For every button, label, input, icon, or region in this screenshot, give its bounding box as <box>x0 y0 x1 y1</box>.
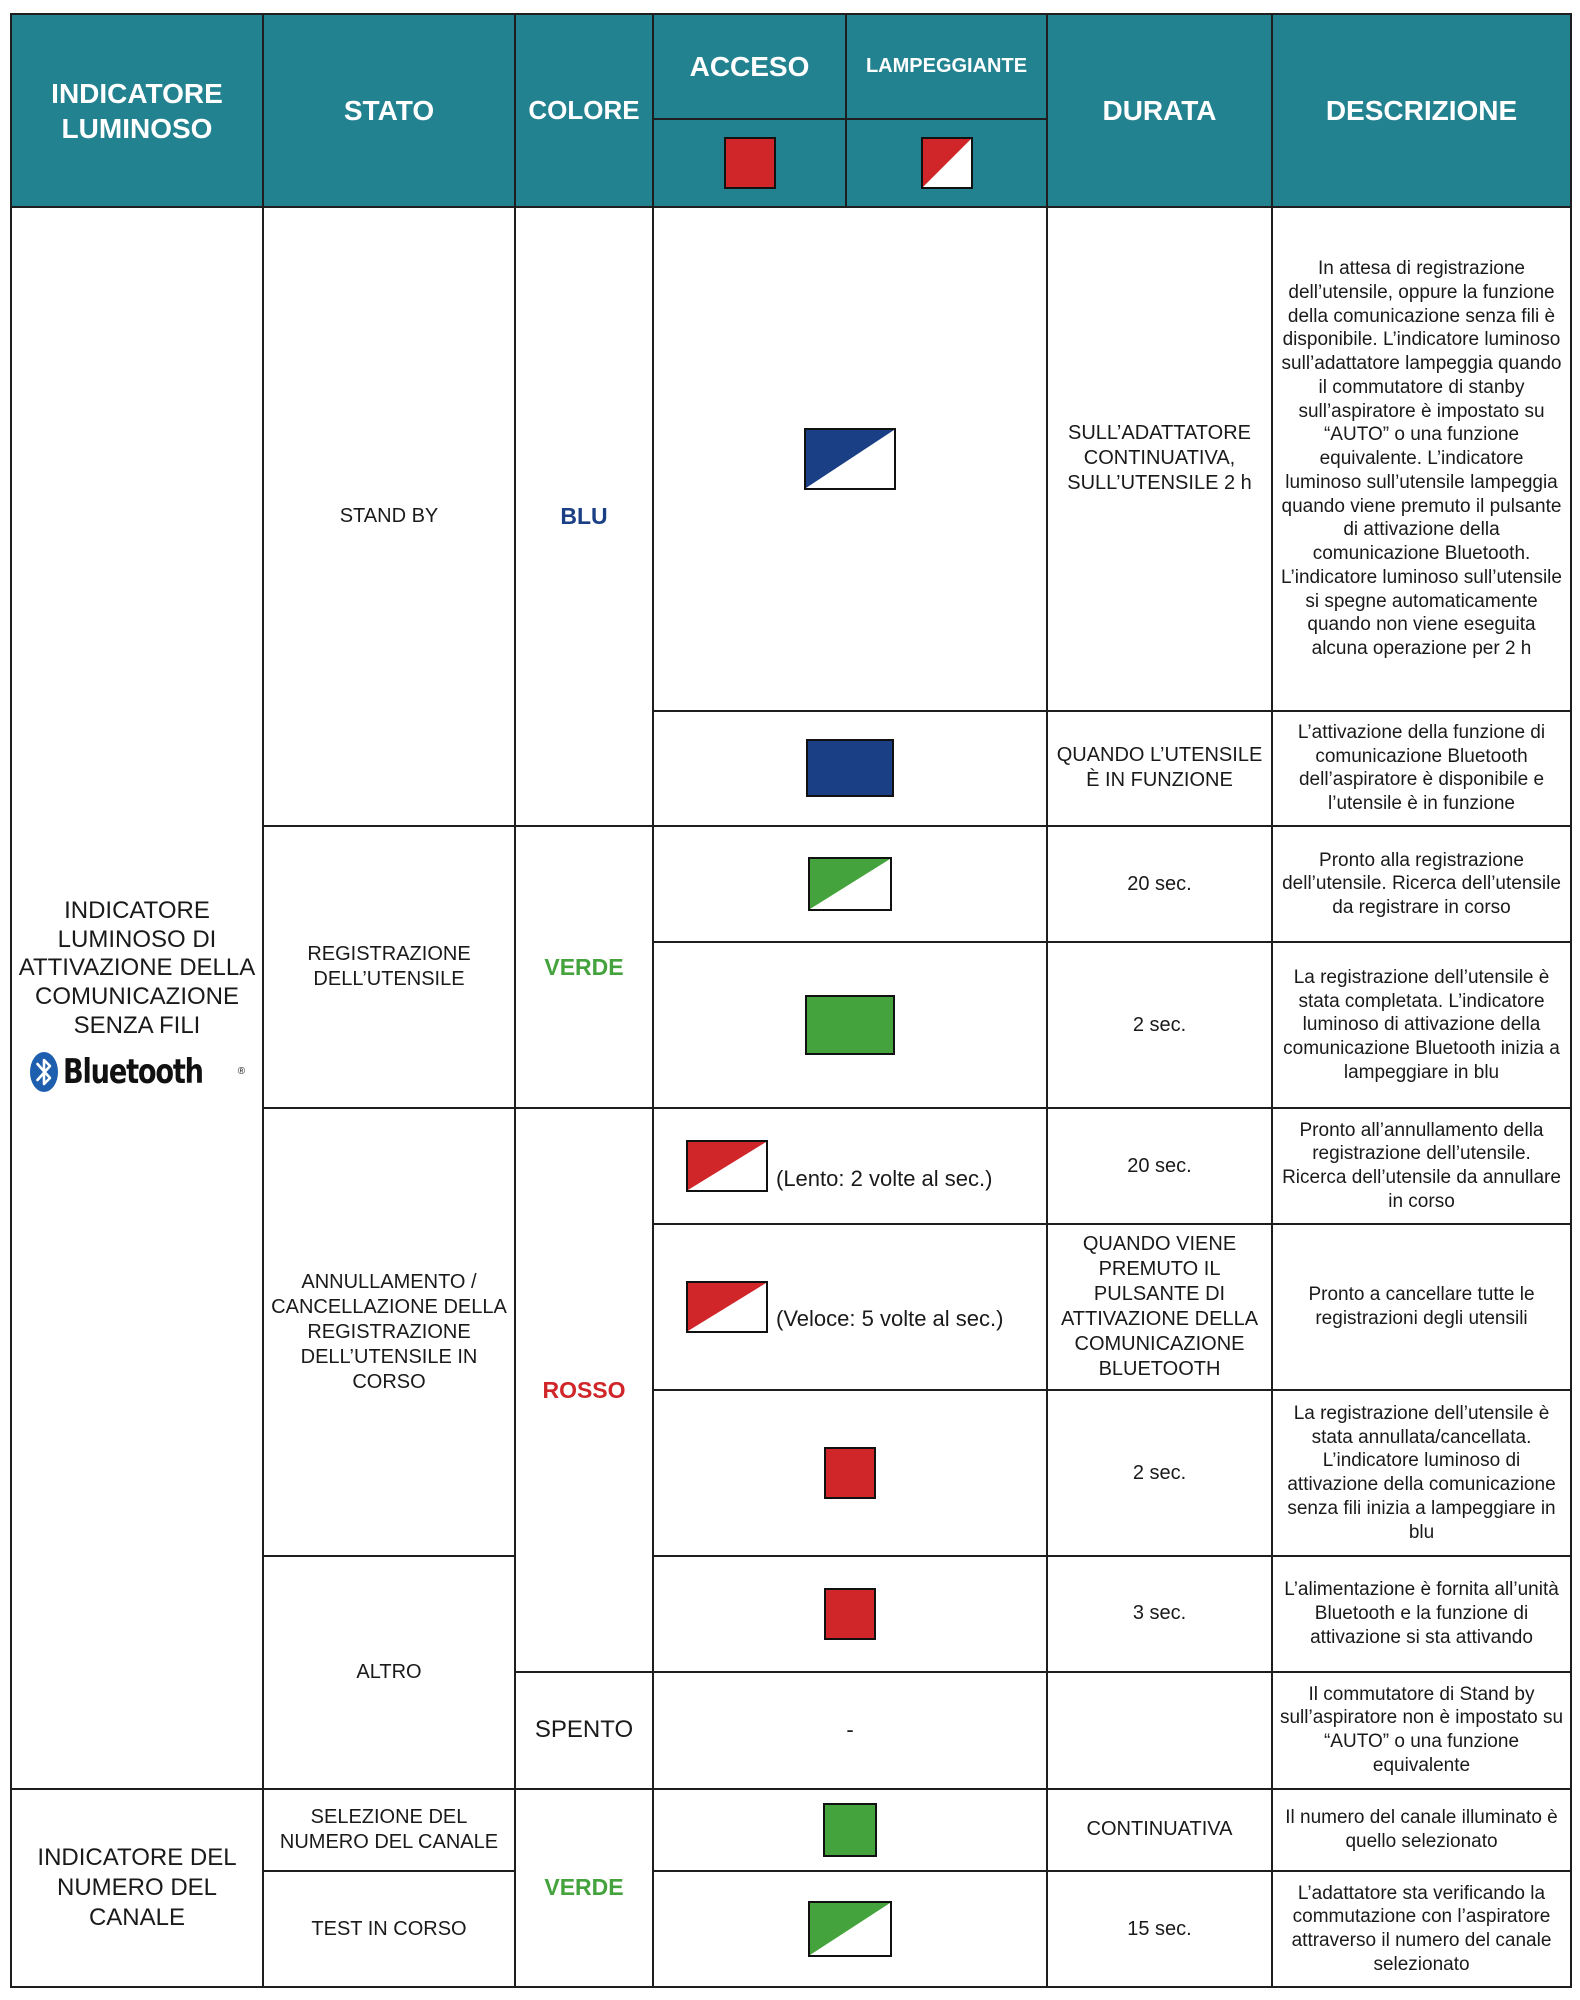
state-registration: REGISTRAZIONE DELL’UTENSILE <box>263 826 515 1108</box>
duration-cell <box>1047 1672 1272 1789</box>
bluetooth-wordmark: Bluetooth <box>62 1051 203 1092</box>
color-green-label: VERDE <box>515 1789 653 1987</box>
icon-cell <box>653 1108 1047 1224</box>
duration-cell: 2 sec. <box>1047 942 1272 1108</box>
header-color: COLORE <box>515 14 653 207</box>
duration-cell: SULL’ADATTATORE CONTINUATIVA, SULL’UTENSILE 2 h <box>1047 207 1272 710</box>
duration-cell: QUANDO VIENE PREMUTO IL PULSANTE DI ATTIVAZIONE DELLA COMUNICAZIONE BLUETOOTH <box>1047 1224 1272 1390</box>
icon-cell <box>653 826 1047 942</box>
blink-rate-fast: (Veloce: 5 volte al sec.) <box>776 1306 1004 1332</box>
header-blinking-swatch-cell <box>846 119 1047 208</box>
duration-cell: 2 sec. <box>1047 1390 1272 1556</box>
duration-cell: 20 sec. <box>1047 826 1272 942</box>
icon-cell <box>653 207 1047 710</box>
solid-green-square-icon <box>823 1803 877 1857</box>
header-on-swatch-cell <box>653 119 846 208</box>
description-cell: La registrazione dell’utensile è stata completata. L’indicatore luminoso di attivazione della comunicazione Bluetooth inizia a lampeggiare in blu <box>1272 942 1571 1108</box>
blinking-red-square-icon <box>686 1281 768 1333</box>
duration-cell: 20 sec. <box>1047 1108 1272 1224</box>
state-standby: STAND BY <box>263 207 515 826</box>
description-cell: L’attivazione della funzione di comunicazione Bluetooth dell’aspiratore è disponibile e l’utensile è in funzione <box>1272 711 1571 827</box>
half-red-square-icon <box>921 137 973 189</box>
description-cell: In attesa di registrazione dell’utensile, oppure la funzione della comunicazione senza fili è disponibile. L’indicatore luminoso sull’adattatore lampeggia quando il commutatore di stanby sull’aspiratore è impostato su “AUTO” o una funzione equivalente. L’indicatore luminoso sull’utensile lampeggia quando viene premuto il pulsante di attivazione della comunicazione Bluetooth. L’indicatore luminoso sull’utensile si spegne automaticamente quando non viene eseguita alcuna operazione per 2 h <box>1272 207 1571 710</box>
header-on: ACCESO <box>653 14 846 119</box>
description-cell: L’adattatore sta verificando la commutazione con l’aspiratore attraverso il numero del canale selezionato <box>1272 1871 1571 1987</box>
state-other: ALTRO <box>263 1556 515 1789</box>
icon-cell <box>653 1390 1047 1556</box>
solid-green-square-icon <box>805 995 895 1055</box>
description-cell: Il commutatore di Stand by sull’aspiratore non è impostato su “AUTO” o una funzione equivalente <box>1272 1672 1571 1789</box>
duration-cell: QUANDO L’UTENSILE È IN FUNZIONE <box>1047 711 1272 827</box>
description-cell: La registrazione dell’utensile è stata annullata/cancellata. L’indicatore luminoso di attivazione della comunicazione senza fili inizia a lampeggiare in blu <box>1272 1390 1571 1556</box>
channel-indicator-label: INDICATORE DEL NUMERO DEL CANALE <box>11 1789 263 1987</box>
color-off-label: SPENTO <box>515 1672 653 1789</box>
solid-red-square-icon <box>824 1447 876 1499</box>
blinking-red-square-icon <box>686 1140 768 1192</box>
table-row <box>11 1789 1571 1872</box>
icon-cell <box>653 1556 1047 1672</box>
icon-cell-empty: - <box>653 1672 1047 1789</box>
description-cell: Pronto all’annullamento della registrazione dell’utensile. Ricerca dell’utensile da annullare in corso <box>1272 1108 1571 1224</box>
icon-cell <box>653 1789 1047 1872</box>
description-cell: L’alimentazione è fornita all’unità Bluetooth e la funzione di attivazione si sta attivando <box>1272 1556 1571 1672</box>
duration-cell: 15 sec. <box>1047 1871 1272 1987</box>
header-description: DESCRIZIONE <box>1272 14 1571 207</box>
wireless-indicator-label: INDICATORE LUMINOSO DI ATTIVAZIONE DELLA COMUNICAZIONE SENZA FILI <box>18 896 256 1040</box>
wireless-indicator-cell <box>11 207 263 1788</box>
state-channel-selection: SELEZIONE DEL NUMERO DEL CANALE <box>263 1789 515 1872</box>
solid-red-square-icon <box>724 137 776 189</box>
led-indicator-table <box>10 13 1572 1988</box>
description-cell: Il numero del canale illuminato è quello selezionato <box>1272 1789 1571 1872</box>
header-blinking: LAMPEGGIANTE <box>846 14 1047 119</box>
duration-cell: 3 sec. <box>1047 1556 1272 1672</box>
solid-blue-square-icon <box>806 739 894 797</box>
icon-cell <box>653 942 1047 1108</box>
icon-cell <box>653 1871 1047 1987</box>
blinking-green-square-icon <box>808 857 892 911</box>
state-test: TEST IN CORSO <box>263 1871 515 1987</box>
table-row <box>11 207 1571 710</box>
description-cell: Pronto a cancellare tutte le registrazioni degli utensili <box>1272 1224 1571 1390</box>
state-cancel: ANNULLAMENTO / CANCELLAZIONE DELLA REGISTRAZIONE DELL’UTENSILE IN CORSO <box>263 1108 515 1556</box>
bluetooth-registered-mark: ® <box>237 1065 246 1077</box>
blinking-blue-square-icon <box>804 428 896 490</box>
solid-red-square-icon <box>824 1588 876 1640</box>
blink-rate-slow: (Lento: 2 volte al sec.) <box>776 1165 993 1191</box>
header-indicator: INDICATORE LUMINOSO <box>11 14 263 207</box>
icon-cell <box>653 1224 1047 1390</box>
color-blue-label: BLU <box>515 207 653 826</box>
bluetooth-icon <box>29 1051 59 1093</box>
header-row <box>11 14 1571 119</box>
icon-cell <box>653 711 1047 827</box>
description-cell: Pronto alla registrazione dell’utensile. Ricerca dell’utensile da registrare in corso <box>1272 826 1571 942</box>
bluetooth-logo <box>29 1051 245 1094</box>
duration-cell: CONTINUATIVA <box>1047 1789 1272 1872</box>
header-duration: DURATA <box>1047 14 1272 207</box>
color-green-label: VERDE <box>515 826 653 1108</box>
header-state: STATO <box>263 14 515 207</box>
color-red-label: ROSSO <box>515 1108 653 1672</box>
blinking-green-square-icon <box>808 1901 892 1957</box>
